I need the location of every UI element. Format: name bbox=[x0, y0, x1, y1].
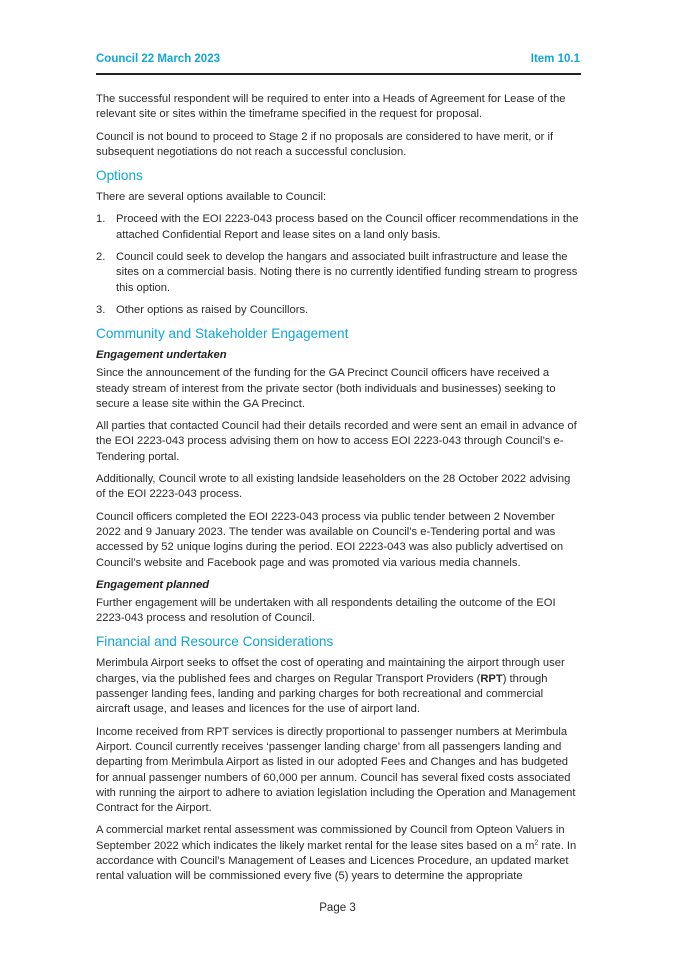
paragraph: The successful respondent will be required to enter into a Heads of Agreement for Lease of the relevant site or sites within the timeframe specified in the request for proposal. bbox=[96, 93, 566, 121]
options-list bbox=[96, 212, 580, 318]
paragraph bbox=[96, 656, 580, 717]
paragraph: Further engagement will be undertaken with all respondents detailing the outcome of the EOI 2223-043 process and resolution of Council. bbox=[96, 596, 556, 625]
superscript: 2 bbox=[534, 838, 539, 846]
page-footer bbox=[0, 902, 675, 914]
page-header bbox=[96, 53, 580, 73]
meeting-date: Council 22 March 2023 bbox=[96, 53, 220, 65]
header-divider bbox=[96, 73, 581, 75]
paragraph: There are several options available to Council: bbox=[96, 191, 327, 204]
text-run: Merimbula Airport seeks to offset the cost of operating and maintaining the airport through user charges, via the published fees and charges on Regular Transport Providers ( bbox=[96, 657, 565, 685]
section-heading-options: Options bbox=[96, 168, 143, 184]
list-item bbox=[96, 212, 580, 243]
section-heading-community: Community and Stakeholder Engagement bbox=[96, 326, 349, 342]
page-number: 3 bbox=[349, 902, 356, 914]
text-run: A commercial market rental assessment was commissioned by Council from Opteon Valuers in September 2022 which indicates the likely market rental for the lease sites based on a m bbox=[96, 824, 565, 852]
list-text: Other options as raised by Councillors. bbox=[116, 303, 309, 316]
paragraph bbox=[96, 823, 580, 884]
rpt-abbreviation: RPT bbox=[480, 672, 503, 685]
section-heading-financial: Financial and Resource Considerations bbox=[96, 634, 334, 650]
list-item bbox=[96, 303, 580, 318]
subheading-engagement-undertaken: Engagement undertaken bbox=[96, 349, 227, 362]
item-number: Item 10.1 bbox=[530, 53, 580, 65]
document-body bbox=[96, 92, 580, 892]
list-number: 2. bbox=[96, 251, 106, 264]
paragraph: Since the announcement of the funding for the GA Precinct Council officers have received a steady stream of interest from the private sector (both individuals and businesses) seeking to secure a lease site within the GA Precinct. bbox=[96, 367, 556, 410]
subheading-engagement-planned: Engagement planned bbox=[96, 578, 210, 591]
list-number: 3. bbox=[96, 303, 106, 316]
paragraph: Council is not bound to proceed to Stage 2 if no proposals are considered to have merit, or if subsequent negotiations do not reach a successful conclusion. bbox=[96, 130, 554, 158]
paragraph: Council officers completed the EOI 2223-043 process via public tender between 2 November 2022 and 9 January 2023. The tender was available on Council’s e-Tendering portal and was accessed by 52 unique logins during the period. EOI 2223-043 was also publicly advertised on Council’s website and Facebook page and was promoted via various media channels. bbox=[96, 510, 564, 569]
paragraph: All parties that contacted Council had their details recorded and were sent an email in advance of the EOI 2223-043 process advising them on how to access EOI 2223-043 through Council’s e-Tendering portal. bbox=[96, 420, 577, 463]
list-text: Council could seek to develop the hangars and associated built infrastructure and lease the sites on a commercial basis. Noting there is no currently identified funding stream to progress this option. bbox=[116, 251, 578, 294]
page-label: Page bbox=[319, 902, 347, 914]
text-run: ) through passenger landing fees, landing and parking charges for both recreational and commercial aircraft usage, and leases and licences for the use of airport land. bbox=[96, 672, 548, 716]
text-run: rate. In accordance with Council’s Management of Leases and Licences Procedure, an updated market rental valuation will be commissioned every five (5) years to determine the appropriate bbox=[96, 839, 577, 883]
list-item bbox=[96, 250, 580, 296]
paragraph: Additionally, Council wrote to all existing landside leaseholders on the 28 October 2022 advising of the EOI 2223-043 process. bbox=[96, 473, 571, 501]
list-text: Proceed with the EOI 2223-043 process based on the Council officer recommendations in the attached Confidential Report and lease sites on a land only basis. bbox=[116, 213, 579, 241]
paragraph: Income received from RPT services is directly proportional to passenger numbers at Merimbula Airport. Council currently receives ‘passenger landing charge’ from all passengers landing and departing from Merimbula Airport as listed in our adopted Fees and Changes and has budgeted for annual passenger numbers of 60,000 per annum. Council has several fixed costs associated with running the airport to adhere to aviation legislation including the Operation and Management Contract for the Airport. bbox=[96, 725, 576, 815]
list-number: 1. bbox=[96, 213, 106, 226]
